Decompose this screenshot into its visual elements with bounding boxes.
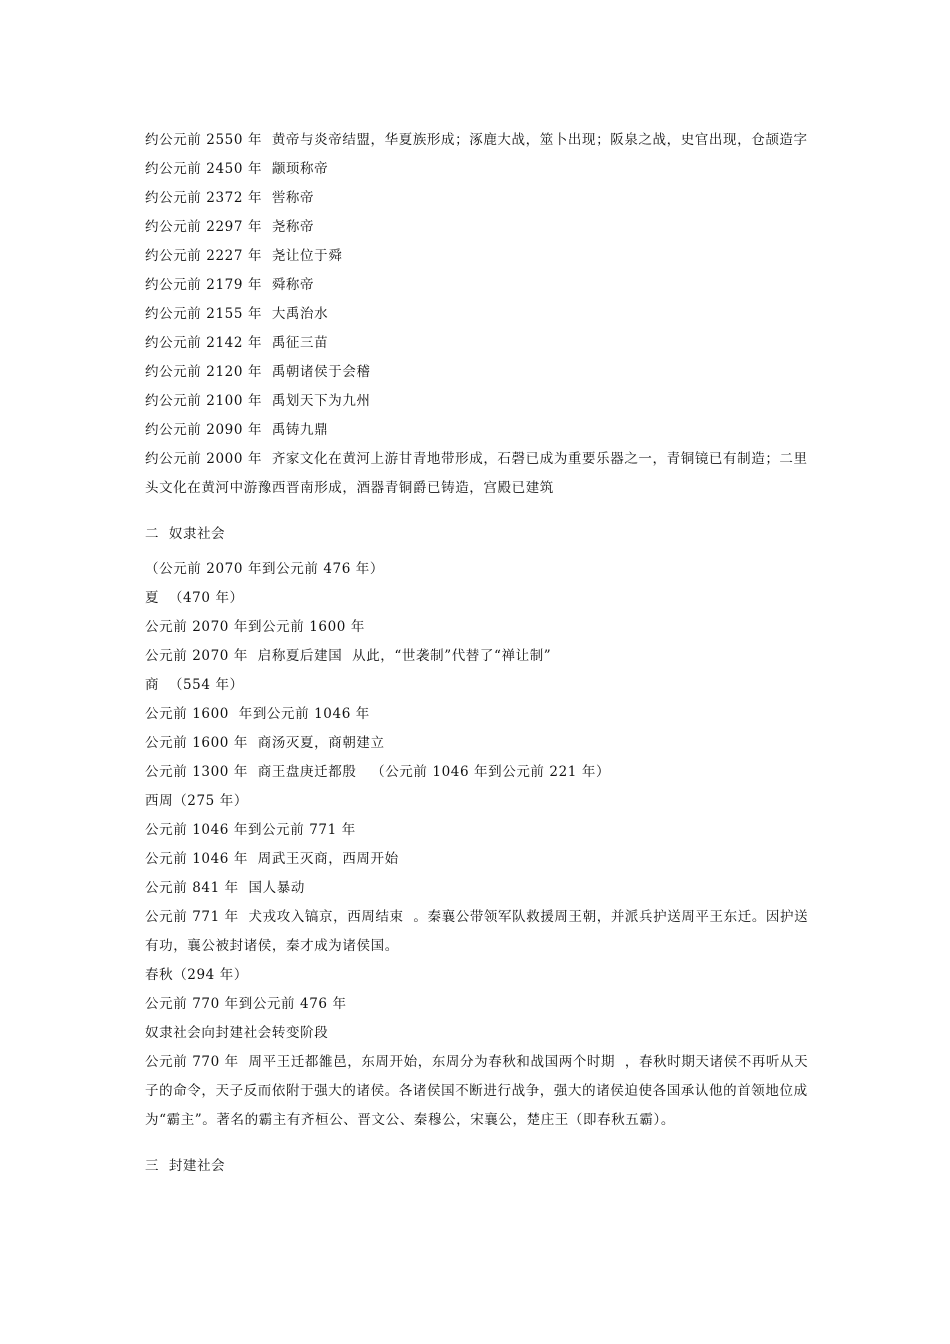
section-line: 商 （554 年）	[145, 677, 244, 693]
section-line: 公元前 841 年 国人暴动	[145, 880, 305, 896]
section-line: 公元前 1600 年到公元前 1046 年	[145, 706, 370, 722]
timeline-entry: 约公元前 2179 年 舜称帝	[145, 277, 315, 293]
timeline-entry: 约公元前 2450 年 颛顼称帝	[145, 161, 329, 177]
section-line: 春秋（294 年）	[145, 967, 248, 983]
timeline-entry: 约公元前 2155 年 大禹治水	[145, 306, 329, 322]
timeline-entry: 约公元前 2372 年 喾称帝	[145, 190, 315, 206]
section-line: 奴隶社会向封建社会转变阶段	[145, 1025, 329, 1041]
section-line: 公元前 770 年到公元前 476 年	[145, 996, 347, 1012]
timeline-entry: 约公元前 2297 年 尧称帝	[145, 219, 315, 235]
timeline-entry: 约公元前 2142 年 禹征三苗	[145, 335, 329, 351]
timeline-entry: 约公元前 2090 年 禹铸九鼎	[145, 422, 329, 438]
document-page	[145, 126, 810, 1181]
section-line: 公元前 1300 年 商王盘庚迁都殷 （公元前 1046 年到公元前 221 年）	[145, 764, 611, 780]
section-line: 公元前 1046 年 周武王灭商，西周开始	[145, 851, 399, 867]
section-line: 公元前 771 年 犬戎攻入镐京，西周结束 。秦襄公带领军队救援周王朝，并派兵护送周平王东迁。因护送有功，襄公被封诸侯，秦才成为诸侯国。	[145, 909, 809, 954]
timeline-entry: 约公元前 2100 年 禹划天下为九州	[145, 393, 371, 409]
section-line: 公元前 1046 年到公元前 771 年	[145, 822, 356, 838]
section-line: 西周（275 年）	[145, 793, 248, 809]
timeline-prehistory	[145, 126, 810, 503]
timeline-entry: 约公元前 2120 年 禹朝诸侯于会稽	[145, 364, 371, 380]
section-slave-society	[145, 555, 810, 1135]
section-line: 公元前 1600 年 商汤灭夏，商朝建立	[145, 735, 385, 751]
timeline-entry: 约公元前 2000 年 齐家文化在黄河上游甘青地带形成，石磬已成为重要乐器之一，青铜镜已有制造；二里头文化在黄河中游豫西晋南形成，酒器青铜爵已铸造，宫殿已建筑	[145, 451, 808, 496]
timeline-entry: 约公元前 2550 年 黄帝与炎帝结盟，华夏族形成；涿鹿大战，筮卜出现；阪泉之战，史官出现，仓颉造字	[145, 132, 808, 148]
section-heading-feudal-society: 三 封建社会	[145, 1158, 226, 1174]
section-line: 公元前 770 年 周平王迁都雒邑，东周开始，东周分为春秋和战国两个时期 ，春秋时期天诸侯不再听从天子的命令，天子反而依附于强大的诸侯。各诸侯国不断进行战争，强大的诸侯迫使各国承认他的首领地位成为“霸主”。著名的霸主有齐桓公、晋文公、秦穆公，宋襄公，楚庄王（即春秋五霸）。	[145, 1054, 809, 1128]
section-line: 公元前 2070 年 启称夏后建国 从此，“世袭制”代替了“禅让制”	[145, 648, 552, 664]
section-line: （公元前 2070 年到公元前 476 年）	[145, 561, 384, 577]
section-line: 公元前 2070 年到公元前 1600 年	[145, 619, 365, 635]
timeline-entry: 约公元前 2227 年 尧让位于舜	[145, 248, 343, 264]
section-line: 夏 （470 年）	[145, 590, 244, 606]
section-heading-slave-society: 二 奴隶社会	[145, 526, 226, 542]
